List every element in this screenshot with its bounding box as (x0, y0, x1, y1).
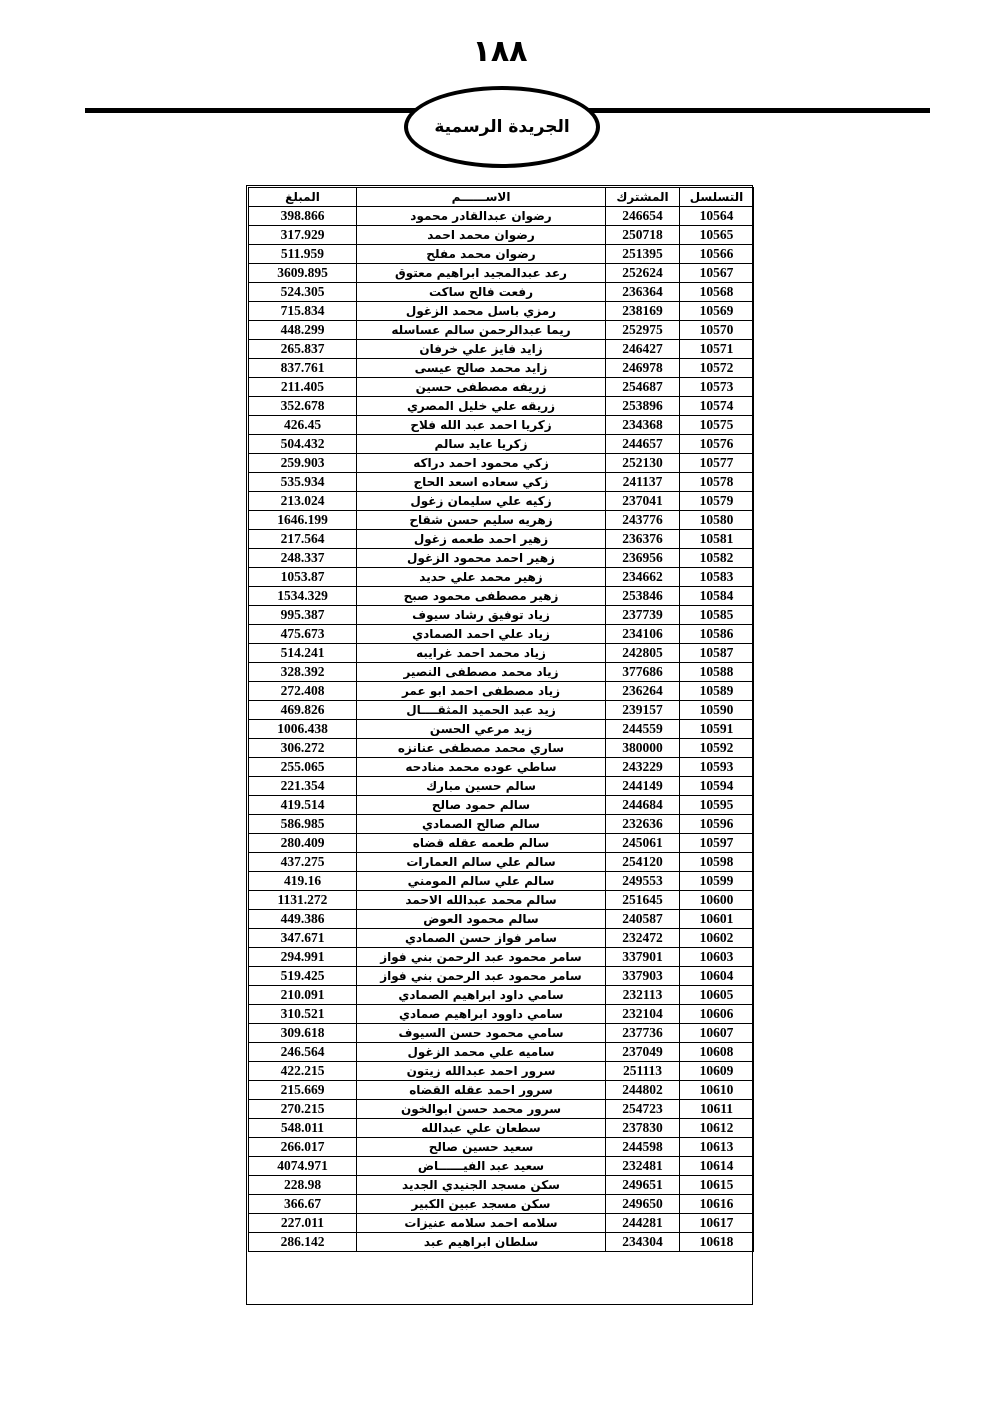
amount-cell: 419.514 (249, 796, 357, 815)
name-cell: سالم طعمه عقله قضاه (357, 834, 606, 853)
table-row (249, 891, 754, 910)
table-row (249, 834, 754, 853)
name-cell: زكيه علي سليمان زغول (357, 492, 606, 511)
amount-cell: 310.521 (249, 1005, 357, 1024)
amount-cell: 1534.329 (249, 587, 357, 606)
name-cell: سلطان ابراهيم عبد (357, 1233, 606, 1252)
subscriber-cell: 254120 (606, 853, 680, 872)
amount-cell: 4074.971 (249, 1157, 357, 1176)
name-cell: زهير احمد طعمه زغول (357, 530, 606, 549)
name-cell: سامر محمود عبد الرحمن بني فواز (357, 948, 606, 967)
subscriber-cell: 236364 (606, 283, 680, 302)
amount-cell: 1131.272 (249, 891, 357, 910)
name-cell: ساميه علي محمد الزغول (357, 1043, 606, 1062)
subscriber-cell: 234368 (606, 416, 680, 435)
serial-cell: 10569 (680, 302, 754, 321)
table-row (249, 644, 754, 663)
name-cell: سالم حسين مبارك (357, 777, 606, 796)
subscriber-cell: 241137 (606, 473, 680, 492)
amount-cell: 398.866 (249, 207, 357, 226)
serial-cell: 10603 (680, 948, 754, 967)
subscriber-cell: 232113 (606, 986, 680, 1005)
serial-cell: 10607 (680, 1024, 754, 1043)
name-cell: زياد علي احمد الصمادي (357, 625, 606, 644)
name-cell: زياد محمد احمد غرايبه (357, 644, 606, 663)
serial-cell: 10594 (680, 777, 754, 796)
subscriber-cell: 234662 (606, 568, 680, 587)
table-row (249, 625, 754, 644)
serial-cell: 10592 (680, 739, 754, 758)
amount-cell: 519.425 (249, 967, 357, 986)
subscriber-cell: 244149 (606, 777, 680, 796)
serial-cell: 10591 (680, 720, 754, 739)
name-cell: سالم محمد عبدالله الاحمد (357, 891, 606, 910)
amount-cell: 504.432 (249, 435, 357, 454)
subscriber-cell: 243229 (606, 758, 680, 777)
name-cell: سرور محمد حسن ابوالخون (357, 1100, 606, 1119)
table-row (249, 207, 754, 226)
amount-cell: 248.337 (249, 549, 357, 568)
table-row (249, 872, 754, 891)
subscriber-cell: 246978 (606, 359, 680, 378)
table-row (249, 1062, 754, 1081)
subscriber-cell: 249650 (606, 1195, 680, 1214)
table-row (249, 1005, 754, 1024)
subscriber-cell: 251395 (606, 245, 680, 264)
table-row (249, 1195, 754, 1214)
serial-cell: 10582 (680, 549, 754, 568)
serial-cell: 10575 (680, 416, 754, 435)
amount-cell: 280.409 (249, 834, 357, 853)
header-serial: التسلسل (680, 188, 754, 207)
table-row (249, 758, 754, 777)
subscriber-cell: 254687 (606, 378, 680, 397)
amount-cell: 272.408 (249, 682, 357, 701)
serial-cell: 10588 (680, 663, 754, 682)
serial-cell: 10590 (680, 701, 754, 720)
serial-cell: 10608 (680, 1043, 754, 1062)
subscriber-cell: 243776 (606, 511, 680, 530)
table-row (249, 530, 754, 549)
amount-cell: 448.299 (249, 321, 357, 340)
serial-cell: 10614 (680, 1157, 754, 1176)
name-cell: سطعان علي عبدالله (357, 1119, 606, 1138)
subscriber-cell: 337901 (606, 948, 680, 967)
name-cell: ساطي عوده محمد منادحه (357, 758, 606, 777)
table-row (249, 283, 754, 302)
name-cell: زيد مرعي الحسن (357, 720, 606, 739)
name-cell: زهير محمد علي حديد (357, 568, 606, 587)
name-cell: زياد محمد مصطفى النصير (357, 663, 606, 682)
name-cell: زايد محمد صالح عيسى (357, 359, 606, 378)
name-cell: سالم صالح الصمادي (357, 815, 606, 834)
serial-cell: 10581 (680, 530, 754, 549)
subscriber-cell: 239157 (606, 701, 680, 720)
amount-cell: 426.45 (249, 416, 357, 435)
table-row (249, 492, 754, 511)
header-name: الاســــــم (357, 188, 606, 207)
serial-cell: 10611 (680, 1100, 754, 1119)
table-row (249, 321, 754, 340)
subscriber-cell: 244684 (606, 796, 680, 815)
subscriber-cell: 251113 (606, 1062, 680, 1081)
subscriber-cell: 249651 (606, 1176, 680, 1195)
name-cell: زكي محمود احمد دراكه (357, 454, 606, 473)
amount-cell: 215.669 (249, 1081, 357, 1100)
subscriber-cell: 237736 (606, 1024, 680, 1043)
table-row (249, 739, 754, 758)
subscriber-cell: 237739 (606, 606, 680, 625)
serial-cell: 10583 (680, 568, 754, 587)
subscriber-cell: 244281 (606, 1214, 680, 1233)
serial-cell: 10596 (680, 815, 754, 834)
name-cell: زياد توفيق رشاد سيوف (357, 606, 606, 625)
amount-cell: 347.671 (249, 929, 357, 948)
name-cell: سالم حمود صالح (357, 796, 606, 815)
amount-cell: 352.678 (249, 397, 357, 416)
amount-cell: 469.826 (249, 701, 357, 720)
serial-cell: 10564 (680, 207, 754, 226)
subscriber-cell: 249553 (606, 872, 680, 891)
subscriber-cell: 380000 (606, 739, 680, 758)
table-row (249, 663, 754, 682)
serial-cell: 10571 (680, 340, 754, 359)
subscriber-cell: 237830 (606, 1119, 680, 1138)
name-cell: سامي محمود حسن السيوف (357, 1024, 606, 1043)
amount-cell: 475.673 (249, 625, 357, 644)
subscriber-cell: 232636 (606, 815, 680, 834)
table-header-row (249, 188, 754, 207)
subscriber-cell: 244657 (606, 435, 680, 454)
serial-cell: 10599 (680, 872, 754, 891)
table-row (249, 340, 754, 359)
table-row (249, 815, 754, 834)
serial-cell: 10587 (680, 644, 754, 663)
serial-cell: 10576 (680, 435, 754, 454)
serial-cell: 10618 (680, 1233, 754, 1252)
amount-cell: 514.241 (249, 644, 357, 663)
subscriber-cell: 252975 (606, 321, 680, 340)
serial-cell: 10566 (680, 245, 754, 264)
amount-cell: 270.215 (249, 1100, 357, 1119)
table-row (249, 359, 754, 378)
amount-cell: 294.991 (249, 948, 357, 967)
amount-cell: 317.929 (249, 226, 357, 245)
serial-cell: 10578 (680, 473, 754, 492)
subscriber-cell: 236956 (606, 549, 680, 568)
name-cell: رمزي باسل محمد الزغول (357, 302, 606, 321)
table-row (249, 967, 754, 986)
serial-cell: 10584 (680, 587, 754, 606)
serial-cell: 10600 (680, 891, 754, 910)
subscriber-cell: 234304 (606, 1233, 680, 1252)
amount-cell: 221.354 (249, 777, 357, 796)
serial-cell: 10609 (680, 1062, 754, 1081)
name-cell: سامي داود ابراهيم الصمادي (357, 986, 606, 1005)
table-row (249, 1119, 754, 1138)
amount-cell: 211.405 (249, 378, 357, 397)
subscriber-cell: 238169 (606, 302, 680, 321)
amount-cell: 419.16 (249, 872, 357, 891)
subscriber-cell: 237041 (606, 492, 680, 511)
name-cell: رضوان محمد احمد (357, 226, 606, 245)
amount-cell: 265.837 (249, 340, 357, 359)
subscriber-cell: 240587 (606, 910, 680, 929)
amount-cell: 1053.87 (249, 568, 357, 587)
amount-cell: 586.985 (249, 815, 357, 834)
subscriber-cell: 246427 (606, 340, 680, 359)
register-table (248, 187, 754, 1252)
amount-cell: 1646.199 (249, 511, 357, 530)
subscriber-cell: 232104 (606, 1005, 680, 1024)
serial-cell: 10612 (680, 1119, 754, 1138)
name-cell: رعد عبدالمجيد ابراهيم معتوق (357, 264, 606, 283)
table-row (249, 720, 754, 739)
page-number: ١٨٨ (472, 34, 528, 69)
serial-cell: 10580 (680, 511, 754, 530)
table-row (249, 435, 754, 454)
subscriber-cell: 244559 (606, 720, 680, 739)
serial-cell: 10604 (680, 967, 754, 986)
amount-cell: 3609.895 (249, 264, 357, 283)
serial-cell: 10595 (680, 796, 754, 815)
serial-cell: 10573 (680, 378, 754, 397)
subscriber-cell: 232472 (606, 929, 680, 948)
subscriber-cell: 337903 (606, 967, 680, 986)
table-row (249, 701, 754, 720)
subscriber-cell: 236376 (606, 530, 680, 549)
table-row (249, 302, 754, 321)
name-cell: سعيد عبد الفيــــــاض (357, 1157, 606, 1176)
serial-cell: 10574 (680, 397, 754, 416)
name-cell: زكي سعاده اسعد الحاج (357, 473, 606, 492)
table-row (249, 1024, 754, 1043)
amount-cell: 535.934 (249, 473, 357, 492)
subscriber-cell: 250718 (606, 226, 680, 245)
amount-cell: 213.024 (249, 492, 357, 511)
name-cell: زايد فايز علي خرفان (357, 340, 606, 359)
table-row (249, 568, 754, 587)
name-cell: سكن مسجد الجنيدي الجديد (357, 1176, 606, 1195)
serial-cell: 10616 (680, 1195, 754, 1214)
amount-cell: 437.275 (249, 853, 357, 872)
table-row (249, 853, 754, 872)
name-cell: سامر محمود عبد الرحمن بني فواز (357, 967, 606, 986)
serial-cell: 10577 (680, 454, 754, 473)
subscriber-cell: 245061 (606, 834, 680, 853)
serial-cell: 10613 (680, 1138, 754, 1157)
amount-cell: 266.017 (249, 1138, 357, 1157)
header-amount: المبلغ (249, 188, 357, 207)
name-cell: زريقه علي خليل المصري (357, 397, 606, 416)
masthead-title: الجريدة الرسمية (434, 117, 570, 137)
amount-cell: 449.386 (249, 910, 357, 929)
table-row (249, 929, 754, 948)
name-cell: سامي داوود ابراهيم صمادي (357, 1005, 606, 1024)
name-cell: سالم علي سالم المومني (357, 872, 606, 891)
name-cell: سكن مسجد عبين الكبير (357, 1195, 606, 1214)
serial-cell: 10572 (680, 359, 754, 378)
subscriber-cell: 253846 (606, 587, 680, 606)
serial-cell: 10586 (680, 625, 754, 644)
name-cell: سالم محمود العوض (357, 910, 606, 929)
table-row (249, 454, 754, 473)
subscriber-cell: 253896 (606, 397, 680, 416)
amount-cell: 227.011 (249, 1214, 357, 1233)
name-cell: سرور احمد عبدالله زيتون (357, 1062, 606, 1081)
subscriber-cell: 244802 (606, 1081, 680, 1100)
serial-cell: 10615 (680, 1176, 754, 1195)
amount-cell: 837.761 (249, 359, 357, 378)
table-row (249, 1157, 754, 1176)
amount-cell: 548.011 (249, 1119, 357, 1138)
amount-cell: 524.305 (249, 283, 357, 302)
subscriber-cell: 246654 (606, 207, 680, 226)
table-row (249, 1214, 754, 1233)
table-row (249, 549, 754, 568)
amount-cell: 259.903 (249, 454, 357, 473)
serial-cell: 10598 (680, 853, 754, 872)
name-cell: سامر فواز حسن الصمادي (357, 929, 606, 948)
amount-cell: 366.67 (249, 1195, 357, 1214)
table-row (249, 1100, 754, 1119)
name-cell: زريفه مصطفى حسين (357, 378, 606, 397)
table-row (249, 948, 754, 967)
name-cell: رفعت فالح ساكت (357, 283, 606, 302)
header-subscriber: المشترك (606, 188, 680, 207)
amount-cell: 328.392 (249, 663, 357, 682)
table-row (249, 473, 754, 492)
amount-cell: 210.091 (249, 986, 357, 1005)
table-row (249, 1081, 754, 1100)
serial-cell: 10597 (680, 834, 754, 853)
subscriber-cell: 242805 (606, 644, 680, 663)
table-row (249, 245, 754, 264)
amount-cell: 255.065 (249, 758, 357, 777)
table-row (249, 1176, 754, 1195)
table-row (249, 986, 754, 1005)
name-cell: سالم علي سالم العمارات (357, 853, 606, 872)
table-row (249, 511, 754, 530)
subscriber-cell: 254723 (606, 1100, 680, 1119)
serial-cell: 10606 (680, 1005, 754, 1024)
amount-cell: 1006.438 (249, 720, 357, 739)
serial-cell: 10567 (680, 264, 754, 283)
amount-cell: 309.618 (249, 1024, 357, 1043)
name-cell: زهريه سليم حسن شقاح (357, 511, 606, 530)
name-cell: ساري محمد مصطفى عنانزه (357, 739, 606, 758)
table-row (249, 264, 754, 283)
amount-cell: 228.98 (249, 1176, 357, 1195)
serial-cell: 10565 (680, 226, 754, 245)
name-cell: رضوان عبدالقادر محمود (357, 207, 606, 226)
amount-cell: 286.142 (249, 1233, 357, 1252)
name-cell: سلامه احمد سلامه عنيزات (357, 1214, 606, 1233)
amount-cell: 995.387 (249, 606, 357, 625)
serial-cell: 10570 (680, 321, 754, 340)
table-row (249, 587, 754, 606)
amount-cell: 511.959 (249, 245, 357, 264)
name-cell: سرور احمد عقله القضاه (357, 1081, 606, 1100)
serial-cell: 10602 (680, 929, 754, 948)
name-cell: زيد عبد الحميد المثقــــال (357, 701, 606, 720)
subscriber-cell: 252130 (606, 454, 680, 473)
serial-cell: 10585 (680, 606, 754, 625)
table-row (249, 682, 754, 701)
name-cell: رضوان محمد مفلح (357, 245, 606, 264)
subscriber-cell: 236264 (606, 682, 680, 701)
subscriber-cell: 377686 (606, 663, 680, 682)
amount-cell: 217.564 (249, 530, 357, 549)
table-row (249, 378, 754, 397)
table-row (249, 1138, 754, 1157)
table-body (249, 207, 754, 1252)
amount-cell: 306.272 (249, 739, 357, 758)
name-cell: زكريا احمد عبد الله فلاح (357, 416, 606, 435)
table-row (249, 910, 754, 929)
subscriber-cell: 252624 (606, 264, 680, 283)
amount-cell: 422.215 (249, 1062, 357, 1081)
subscriber-cell: 251645 (606, 891, 680, 910)
subscriber-cell: 232481 (606, 1157, 680, 1176)
serial-cell: 10617 (680, 1214, 754, 1233)
serial-cell: 10601 (680, 910, 754, 929)
serial-cell: 10605 (680, 986, 754, 1005)
name-cell: سعيد حسين صالح (357, 1138, 606, 1157)
name-cell: ريما عبدالرحمن سالم عساسله (357, 321, 606, 340)
name-cell: زهير مصطفى محمود صبح (357, 587, 606, 606)
table-row (249, 416, 754, 435)
name-cell: زكريا عايد سالم (357, 435, 606, 454)
serial-cell: 10593 (680, 758, 754, 777)
amount-cell: 246.564 (249, 1043, 357, 1062)
table-row (249, 226, 754, 245)
serial-cell: 10589 (680, 682, 754, 701)
subscriber-cell: 234106 (606, 625, 680, 644)
masthead-oval (404, 86, 600, 168)
serial-cell: 10610 (680, 1081, 754, 1100)
amount-cell: 715.834 (249, 302, 357, 321)
table-row (249, 777, 754, 796)
table-row (249, 1233, 754, 1252)
subscriber-cell: 237049 (606, 1043, 680, 1062)
name-cell: زهير احمد محمود الزغول (357, 549, 606, 568)
table-row (249, 796, 754, 815)
serial-cell: 10579 (680, 492, 754, 511)
serial-cell: 10568 (680, 283, 754, 302)
table-row (249, 1043, 754, 1062)
name-cell: زياد مصطفى احمد ابو عمر (357, 682, 606, 701)
table-row (249, 606, 754, 625)
table-row (249, 397, 754, 416)
subscriber-cell: 244598 (606, 1138, 680, 1157)
